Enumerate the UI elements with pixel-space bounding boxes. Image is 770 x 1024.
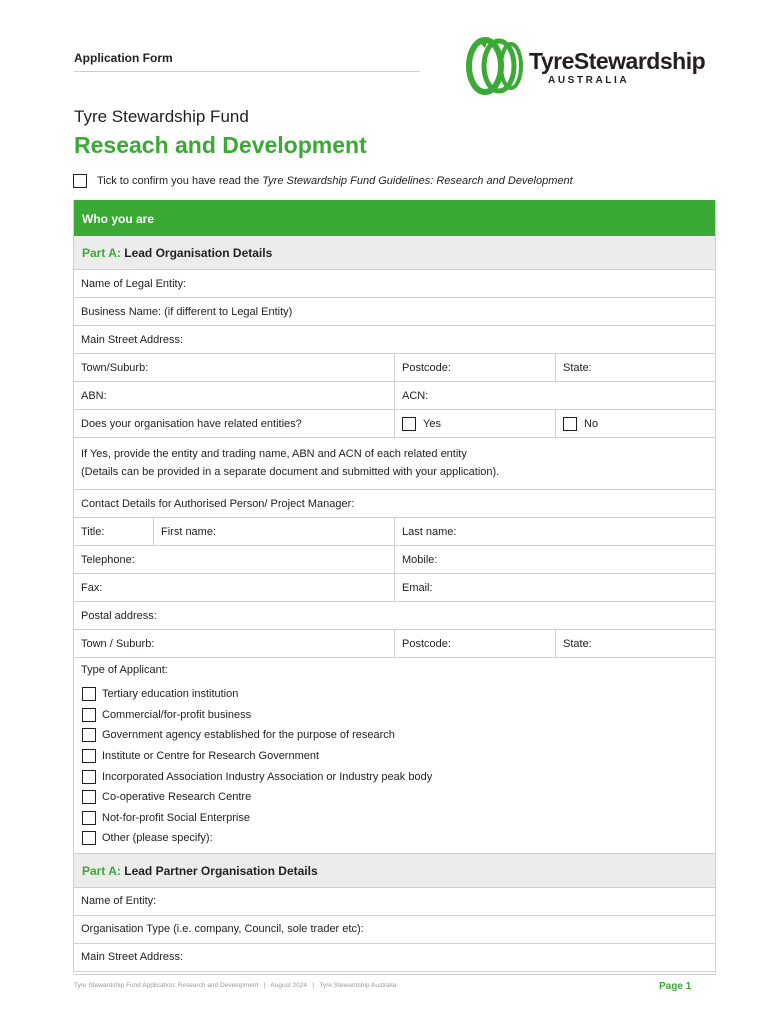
part-a-lead-org-header bbox=[74, 236, 715, 270]
postcode-field[interactable]: Postcode: bbox=[395, 354, 556, 381]
page-title: Reseach and Development bbox=[74, 132, 367, 158]
guidelines-doc-name: Tyre Stewardship Fund Guidelines: Research and Development bbox=[262, 175, 573, 187]
applicant-option[interactable] bbox=[81, 828, 708, 849]
related-no-option[interactable] bbox=[556, 410, 715, 437]
applicant-option[interactable] bbox=[81, 705, 708, 726]
postal-postcode-field[interactable]: Postcode: bbox=[395, 630, 556, 657]
phone-row bbox=[74, 546, 715, 574]
related-detail-line-1: If Yes, provide the entity and trading name, ABN and ACN of each related entity bbox=[81, 448, 467, 460]
no-label: No bbox=[584, 417, 599, 430]
part-label: Part A: bbox=[82, 863, 121, 878]
postal-address-field[interactable]: Postal address: bbox=[81, 609, 157, 622]
related-yes-option[interactable] bbox=[395, 410, 556, 437]
page-number: Page 1 bbox=[659, 981, 692, 992]
last-name-field[interactable]: Last name: bbox=[402, 525, 457, 538]
applicant-option[interactable] bbox=[81, 766, 708, 787]
applicant-option-checkbox[interactable] bbox=[82, 708, 96, 722]
abn-row bbox=[74, 382, 715, 410]
section-header-who-you-are: Who you are bbox=[74, 200, 715, 236]
footer-text: Tyre Stewardship Fund Application: Research and Development | August 2024 | Tyre Stewardship Australia bbox=[74, 982, 397, 989]
applicant-option-label: Tertiary education institution bbox=[102, 688, 239, 701]
guidelines-confirm-checkbox[interactable] bbox=[73, 174, 87, 188]
title-field[interactable]: Title: bbox=[74, 518, 154, 545]
footer-divider bbox=[73, 974, 716, 975]
part-title: Lead Partner Organisation Details bbox=[120, 863, 318, 878]
entity-name-field[interactable]: Name of Entity: bbox=[81, 895, 157, 908]
state-field[interactable]: State: bbox=[563, 361, 592, 374]
related-detail-line-2: (Details can be provided in a separate document and submitted with your application). bbox=[81, 466, 500, 478]
legal-entity-field[interactable]: Name of Legal Entity: bbox=[81, 277, 187, 290]
fund-title: Tyre Stewardship Fund bbox=[74, 107, 249, 126]
acn-field[interactable]: ACN: bbox=[402, 389, 429, 402]
postal-state-field[interactable]: State: bbox=[563, 637, 592, 650]
contact-heading-row bbox=[74, 490, 715, 518]
part-title: Lead Organisation Details bbox=[120, 246, 273, 260]
fax-field[interactable]: Fax: bbox=[74, 574, 395, 601]
related-entities-row bbox=[74, 410, 715, 438]
applicant-option[interactable] bbox=[81, 684, 708, 705]
yes-label: Yes bbox=[423, 417, 441, 430]
tyre-rings-icon bbox=[463, 34, 525, 96]
partner-street-row[interactable] bbox=[74, 944, 715, 972]
town-row bbox=[74, 354, 715, 382]
first-name-field[interactable]: First name: bbox=[154, 518, 395, 545]
logo-subtitle: AUSTRALIA bbox=[548, 75, 630, 86]
logo-wordmark: TyreStewardship bbox=[529, 48, 706, 74]
applicant-option-checkbox[interactable] bbox=[82, 687, 96, 701]
applicant-type-block bbox=[74, 658, 715, 854]
telephone-field[interactable]: Telephone: bbox=[74, 546, 395, 573]
postal-address-row[interactable] bbox=[74, 602, 715, 630]
applicant-option-checkbox[interactable] bbox=[82, 831, 96, 845]
applicant-option[interactable] bbox=[81, 725, 708, 746]
fax-email-row bbox=[74, 574, 715, 602]
applicant-option-label: Not-for-profit Social Enterprise bbox=[102, 811, 250, 824]
applicant-option-checkbox[interactable] bbox=[82, 749, 96, 763]
org-type-row[interactable] bbox=[74, 916, 715, 944]
applicant-option-label: Commercial/for-profit business bbox=[102, 708, 252, 721]
applicant-option[interactable] bbox=[81, 746, 708, 767]
related-no-checkbox[interactable] bbox=[563, 417, 577, 431]
business-name-field[interactable]: Business Name: (if different to Legal Entity) bbox=[81, 305, 293, 318]
mobile-field[interactable]: Mobile: bbox=[402, 553, 438, 566]
related-entities-question: Does your organisation have related entities? bbox=[74, 410, 395, 437]
abn-field[interactable]: ABN: bbox=[74, 382, 395, 409]
street-address-field[interactable]: Main Street Address: bbox=[81, 333, 184, 346]
applicant-option-label: Institute or Centre for Research Government bbox=[102, 750, 320, 763]
partner-street-field[interactable]: Main Street Address: bbox=[81, 951, 184, 964]
email-field[interactable]: Email: bbox=[402, 581, 433, 594]
business-name-row[interactable] bbox=[74, 298, 715, 326]
contact-heading: Contact Details for Authorised Person/ Project Manager: bbox=[81, 497, 355, 510]
applicant-option-label: Government agency established for the purpose of research bbox=[102, 729, 395, 742]
part-label: Part A: bbox=[82, 246, 121, 260]
guidelines-confirm-row bbox=[73, 174, 573, 188]
applicant-option-checkbox[interactable] bbox=[82, 770, 96, 784]
confirm-text: Tick to confirm you have read the bbox=[97, 175, 263, 187]
applicant-type-label: Type of Applicant: bbox=[81, 664, 168, 676]
related-entities-detail[interactable] bbox=[74, 438, 715, 490]
entity-name-row[interactable] bbox=[74, 888, 715, 916]
town-field[interactable]: Town/Suburb: bbox=[74, 354, 395, 381]
applicant-option-checkbox[interactable] bbox=[82, 811, 96, 825]
related-yes-checkbox[interactable] bbox=[402, 417, 416, 431]
applicant-option-label: Incorporated Association Industry Association or Industry peak body bbox=[102, 770, 433, 783]
application-form bbox=[73, 200, 716, 972]
brand-logo bbox=[463, 34, 723, 96]
legal-entity-row[interactable] bbox=[74, 270, 715, 298]
name-row bbox=[74, 518, 715, 546]
part-a-lead-partner-header bbox=[74, 854, 715, 888]
postal-town-row bbox=[74, 630, 715, 658]
street-address-row[interactable] bbox=[74, 326, 715, 354]
form-type-label: Application Form bbox=[74, 51, 420, 72]
applicant-option[interactable] bbox=[81, 808, 708, 829]
applicant-option[interactable] bbox=[81, 787, 708, 808]
applicant-option-checkbox[interactable] bbox=[82, 790, 96, 804]
postal-town-field[interactable]: Town / Suburb: bbox=[74, 630, 395, 657]
applicant-option-checkbox[interactable] bbox=[82, 728, 96, 742]
applicant-option-label: Other (please specify): bbox=[102, 832, 213, 845]
applicant-option-label: Co-operative Research Centre bbox=[102, 791, 252, 804]
org-type-field[interactable]: Organisation Type (i.e. company, Council, sole trader etc): bbox=[81, 923, 364, 936]
